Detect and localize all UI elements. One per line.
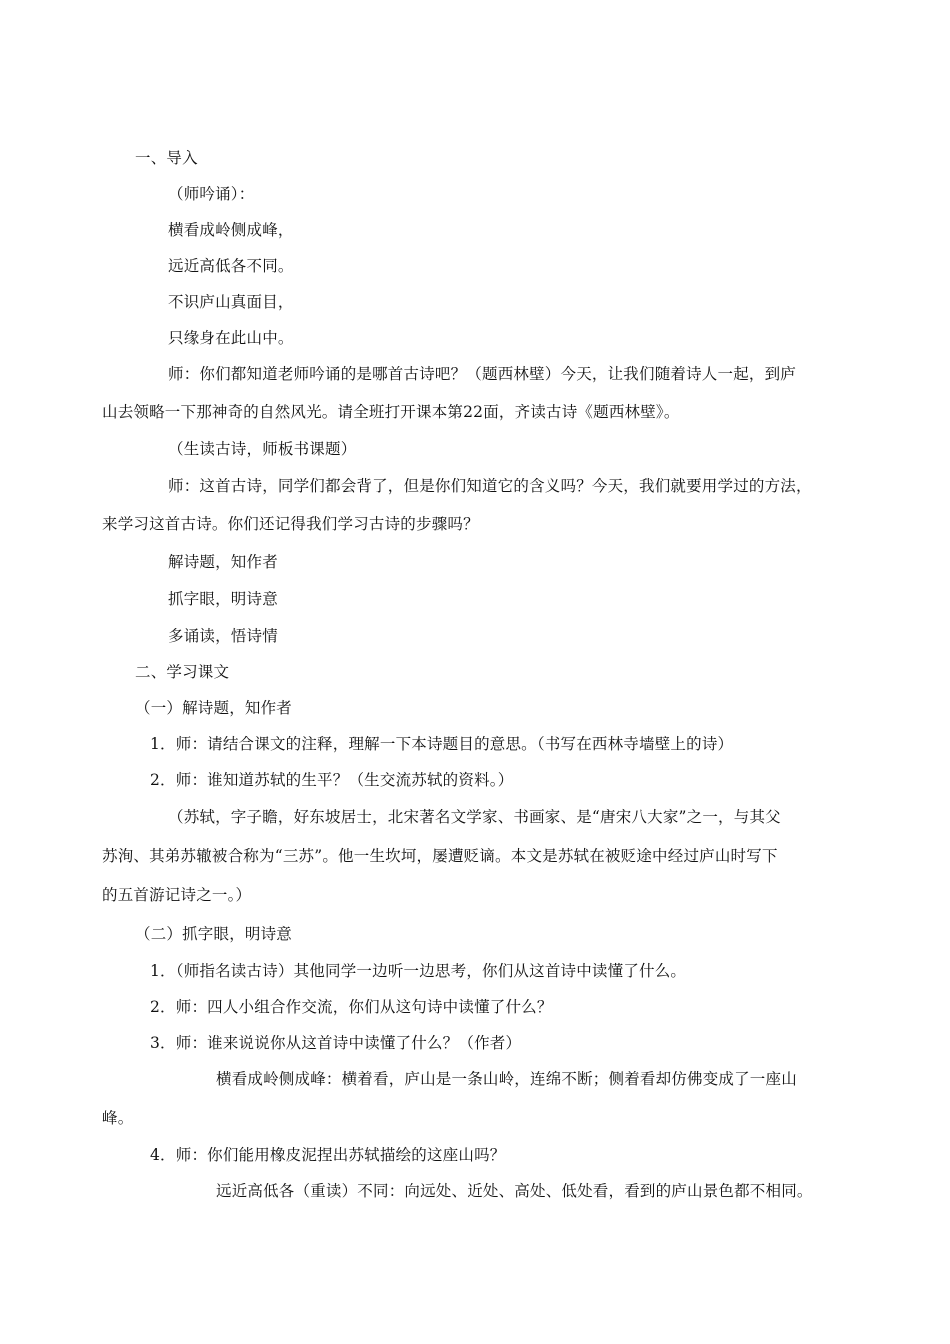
explanation-1-line-2: 峰。 xyxy=(102,1109,134,1127)
subsection-2-item-1: 1．（师指名读古诗）其他同学一边听一边思考，你们从这首诗中读懂了什么。 xyxy=(150,962,687,980)
subsection-1-title: （一）解诗题，知作者 xyxy=(135,699,293,717)
recite-note: （师吟诵）： xyxy=(168,185,255,203)
subsection-2-title: （二）抓字眼，明诗意 xyxy=(135,925,293,943)
section-2-title: 二、学习课文 xyxy=(135,663,230,681)
subsection-2-item-3: 3．师：谁来说说你从这首诗中读懂了什么？（作者） xyxy=(150,1034,522,1052)
poem-line-3: 不识庐山真面目， xyxy=(168,293,294,311)
subsection-1-item-1: 1．师：请结合课文的注释，理解一下本诗题目的意思。（书写在西林寺墙壁上的诗） xyxy=(150,735,734,753)
step-3: 多诵读，悟诗情 xyxy=(168,627,278,645)
biography-line-2: 苏洵、其弟苏辙被合称为“三苏”。他一生坎坷，屡遭贬谪。本文是苏轼在被贬途中经过庐山时写下 xyxy=(102,847,778,865)
biography-line-3: 的五首游记诗之一。） xyxy=(102,886,252,904)
teacher-question-line-2: 来学习这首古诗。你们还记得我们学习古诗的步骤吗？ xyxy=(102,515,479,533)
teacher-question-line-1: 师：这首古诗，同学们都会背了，但是你们知道它的含义吗？今天，我们就要用学过的方法， xyxy=(168,477,812,495)
poem-line-2: 远近高低各不同。 xyxy=(168,257,294,275)
stage-direction: （生读古诗，师板书课题） xyxy=(168,440,357,458)
step-2: 抓字眼，明诗意 xyxy=(168,590,278,608)
explanation-2: 远近高低各（重读）不同：向远处、近处、高处、低处看，看到的庐山景色都不相同。 xyxy=(216,1182,813,1200)
explanation-1-line-1: 横看成岭侧成峰：横着看，庐山是一条山岭，连绵不断；侧着看却仿佛变成了一座山 xyxy=(216,1070,797,1088)
subsection-1-item-2: 2．师：谁知道苏轼的生平？（生交流苏轼的资料。） xyxy=(150,771,514,789)
step-1: 解诗题，知作者 xyxy=(168,553,278,571)
poem-line-1: 横看成岭侧成峰， xyxy=(168,221,294,239)
teacher-intro-line-1: 师：你们都知道老师吟诵的是哪首古诗吧？（题西林壁）今天，让我们随着诗人一起，到庐 xyxy=(168,365,797,383)
section-1-title: 一、导入 xyxy=(135,149,198,167)
poem-line-4: 只缘身在此山中。 xyxy=(168,329,294,347)
subsection-2-item-4: 4．师：你们能用橡皮泥捏出苏轼描绘的这座山吗？ xyxy=(150,1146,506,1164)
teacher-intro-line-2: 山去领略一下那神奇的自然风光。请全班打开课本第22面，齐读古诗《题西林壁》。 xyxy=(102,403,680,421)
subsection-2-item-2: 2．师：四人小组合作交流，你们从这句诗中读懂了什么？ xyxy=(150,998,553,1016)
biography-line-1: （苏轼，字子瞻，好东坡居士，北宋著名文学家、书画家、是“唐宋八大家”之一，与其父 xyxy=(168,808,781,826)
